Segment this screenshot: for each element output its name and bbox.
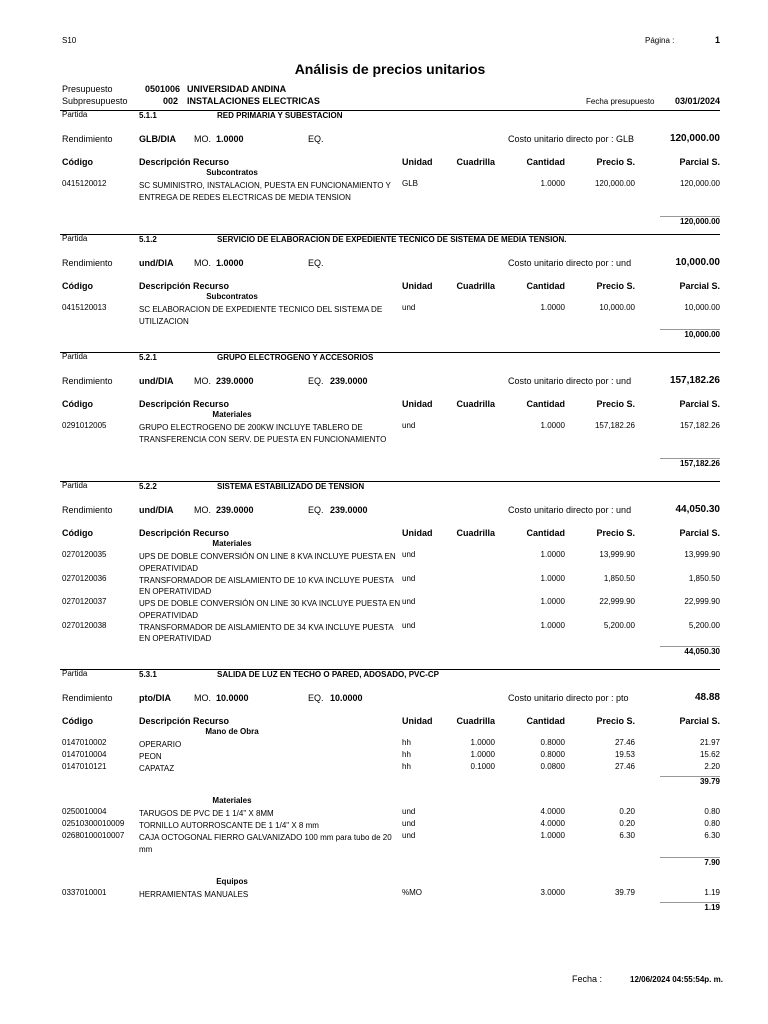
row-code: 02680100010007 <box>62 831 125 840</box>
footer-fecha-label: Fecha : <box>572 974 603 984</box>
row-unit: hh <box>402 750 411 759</box>
row-parcial: 157,182.26 <box>679 421 720 430</box>
row-description: TRANSFORMADOR DE AISLAMIENTO DE 34 KVA INCLUYE PUESTA EN OPERATIVIDAD <box>139 622 394 643</box>
subpresupuesto-code: 002 <box>163 96 179 106</box>
mo-label: MO. <box>194 376 211 386</box>
col-cantidad: Cantidad <box>526 528 565 538</box>
row-unit: und <box>402 597 416 606</box>
row-parcial: 0.80 <box>704 807 720 816</box>
row-precio: 27.46 <box>614 738 635 747</box>
row-cantidad: 1.0000 <box>540 620 565 630</box>
col-cantidad: Cantidad <box>526 157 565 167</box>
costo-unitario-label: Costo unitario directo por : und <box>508 376 632 386</box>
row-code: 02510300010009 <box>62 819 125 828</box>
costo-unitario-value: 157,182.26 <box>669 375 720 386</box>
col-precio: Precio S. <box>596 716 635 726</box>
row-unit: hh <box>402 738 411 747</box>
row-precio: 39.79 <box>614 887 635 897</box>
row-unit: hh <box>402 762 411 771</box>
col-cantidad: Cantidad <box>526 281 565 291</box>
row-precio: 157,182.26 <box>594 421 635 430</box>
row-precio: 13,999.90 <box>599 550 635 559</box>
row-parcial: 120,000.00 <box>679 179 720 188</box>
row-precio: 22,999.90 <box>599 597 635 606</box>
row-cantidad: 1.0000 <box>540 831 565 840</box>
row-unit: und <box>402 573 416 583</box>
partida-name: GRUPO ELECTROGENO Y ACCESORIOS <box>217 353 374 362</box>
eq-value: 10.0000 <box>330 693 363 703</box>
col-codigo: Código <box>62 399 93 409</box>
row-precio: 120,000.00 <box>594 179 635 188</box>
row-parcial: 1.19 <box>704 887 720 897</box>
fecha-presupuesto-value: 03/01/2024 <box>675 96 721 106</box>
col-parcial: Parcial S. <box>679 157 720 167</box>
group-label: Materiales <box>212 539 252 548</box>
row-unit: und <box>402 807 416 816</box>
row-cantidad: 1.0000 <box>540 573 565 583</box>
partida-label: Partida <box>62 110 88 119</box>
row-cantidad: 1.0000 <box>540 303 565 312</box>
row-cantidad: 1.0000 <box>540 550 565 559</box>
row-precio: 1,850.50 <box>603 573 635 583</box>
row-unit: und <box>402 421 416 430</box>
row-description: GRUPO ELECTROGENO DE 200KW INCLUYE TABLERO DE TRANSFERENCIA CON SERV. DE PUESTA EN FUNCIONAMIENTO <box>139 423 387 444</box>
row-code: 0337010001 <box>62 887 107 897</box>
group-label: Subcontratos <box>206 168 258 177</box>
eq-label: EQ. <box>308 258 324 268</box>
col-codigo: Código <box>62 157 93 167</box>
costo-unitario-label: Costo unitario directo por : pto <box>508 693 629 703</box>
partida-top-rule <box>60 481 720 482</box>
col-parcial: Parcial S. <box>679 528 720 538</box>
row-unit: %MO <box>402 887 422 897</box>
row-unit: und <box>402 819 416 828</box>
subpresupuesto-name: INSTALACIONES ELECTRICAS <box>187 96 320 106</box>
costo-unitario-value: 120,000.00 <box>669 133 720 144</box>
partida-label: Partida <box>62 352 88 361</box>
partida-code: 5.3.1 <box>139 670 157 679</box>
group-label: Materiales <box>212 796 252 805</box>
group-subtotal: 120,000.00 <box>679 217 720 226</box>
presupuesto-code: 0501006 <box>145 84 181 94</box>
report-code: S10 <box>62 36 77 45</box>
col-descripcion: Descripción Recurso <box>139 399 230 409</box>
group-subtotal: 1.19 <box>704 902 720 912</box>
row-cantidad: 1.0000 <box>540 597 565 606</box>
group-label: Materiales <box>212 410 252 419</box>
row-cuadrilla: 1.0000 <box>470 738 495 747</box>
costo-unitario-label: Costo unitario directo por : und <box>508 258 632 268</box>
col-unidad: Unidad <box>402 399 433 409</box>
fecha-presupuesto-label: Fecha presupuesto <box>586 97 655 106</box>
row-parcial: 2.20 <box>704 762 720 771</box>
mo-value: 1.0000 <box>216 258 244 268</box>
row-code: 0147010002 <box>62 738 107 747</box>
rendimiento-unit: und/DIA <box>139 505 174 515</box>
subpresupuesto-label: Subpresupuesto <box>62 96 128 106</box>
row-parcial: 0.80 <box>704 819 720 828</box>
row-description: TORNILLO AUTORROSCANTE DE 1 1/4" X 8 mm <box>139 821 319 830</box>
col-descripcion: Descripción Recurso <box>139 528 230 538</box>
group-subtotal: 157,182.26 <box>679 459 720 468</box>
row-unit: und <box>402 831 416 840</box>
eq-label: EQ. <box>308 376 324 386</box>
partida-name: SISTEMA ESTABILIZADO DE TENSION <box>217 482 365 491</box>
row-code: 0147010004 <box>62 750 107 759</box>
partida-label: Partida <box>62 669 88 678</box>
col-unidad: Unidad <box>402 157 433 167</box>
row-description: CAJA OCTOGONAL FIERRO GALVANIZADO 100 mm para tubo de 20 mm <box>139 833 392 854</box>
row-cuadrilla: 0.1000 <box>470 762 495 771</box>
row-precio: 6.30 <box>619 831 635 840</box>
row-description: HERRAMIENTAS MANUALES <box>139 889 249 899</box>
costo-unitario-value: 10,000.00 <box>675 257 720 268</box>
costo-unitario-value: 48.88 <box>694 692 720 703</box>
col-unidad: Unidad <box>402 528 433 538</box>
eq-label: EQ. <box>308 505 324 515</box>
row-description: CAPATAZ <box>139 764 175 773</box>
partida-top-rule <box>60 352 720 353</box>
rendimiento-unit: und/DIA <box>139 376 174 386</box>
rendimiento-unit: GLB/DIA <box>139 134 176 144</box>
group-label: Subcontratos <box>206 292 258 301</box>
eq-value: 239.0000 <box>330 376 368 386</box>
group-label: Mano de Obra <box>205 727 259 736</box>
col-codigo: Código <box>62 281 93 291</box>
row-precio: 0.20 <box>619 819 635 828</box>
partida-code: 5.2.1 <box>139 353 157 362</box>
costo-unitario-label: Costo unitario directo por : und <box>508 505 632 515</box>
row-cantidad: 1.0000 <box>540 421 565 430</box>
row-unit: GLB <box>402 179 419 188</box>
col-parcial: Parcial S. <box>679 716 720 726</box>
partida-code: 5.1.2 <box>139 235 157 244</box>
row-description: UPS DE DOBLE CONVERSIÓN ON LINE 30 KVA INCLUYE PUESTA EN OPERATIVIDAD <box>139 599 401 620</box>
col-cuadrilla: Cuadrilla <box>456 281 495 291</box>
presupuesto-name: UNIVERSIDAD ANDINA <box>187 84 287 94</box>
col-cantidad: Cantidad <box>526 716 565 726</box>
eq-value: 239.0000 <box>330 505 368 515</box>
col-cuadrilla: Cuadrilla <box>456 528 495 538</box>
row-code: 0270120038 <box>62 620 107 630</box>
rendimiento-unit: pto/DIA <box>139 693 171 703</box>
row-description: SC ELABORACION DE EXPEDIENTE TECNICO DEL SISTEMA DE UTILIZACION <box>139 305 383 326</box>
row-cuadrilla: 1.0000 <box>470 750 495 759</box>
row-cantidad: 4.0000 <box>540 819 565 828</box>
row-unit: und <box>402 303 416 312</box>
row-parcial: 21.97 <box>699 738 720 747</box>
col-precio: Precio S. <box>596 157 635 167</box>
row-code: 0270120035 <box>62 550 107 559</box>
row-code: 0147010121 <box>62 762 107 771</box>
rendimiento-unit: und/DIA <box>139 258 174 268</box>
mo-value: 10.0000 <box>216 693 249 703</box>
footer-fecha-value: 12/06/2024 04:55:54p. m. <box>630 975 723 984</box>
rendimiento-label: Rendimiento <box>62 134 113 144</box>
row-precio: 0.20 <box>619 807 635 816</box>
rendimiento-label: Rendimiento <box>62 693 113 703</box>
row-parcial: 15.62 <box>699 750 720 759</box>
col-cuadrilla: Cuadrilla <box>456 157 495 167</box>
row-cantidad: 3.0000 <box>540 887 565 897</box>
row-cantidad: 0.8000 <box>540 738 565 747</box>
row-parcial: 10,000.00 <box>684 303 720 312</box>
col-codigo: Código <box>62 716 93 726</box>
mo-label: MO. <box>194 134 211 144</box>
row-code: 0415120013 <box>62 303 107 312</box>
row-parcial: 1,850.50 <box>688 573 720 583</box>
row-code: 0415120012 <box>62 179 107 188</box>
row-description: PEON <box>139 752 162 761</box>
group-label: Equipos <box>216 876 248 886</box>
rendimiento-label: Rendimiento <box>62 376 113 386</box>
partida-top-rule <box>60 110 720 111</box>
group-subtotal: 10,000.00 <box>684 329 720 339</box>
eq-label: EQ. <box>308 693 324 703</box>
col-cuadrilla: Cuadrilla <box>456 399 495 409</box>
group-subtotal: 39.79 <box>699 777 720 786</box>
page-number: 1 <box>715 35 721 45</box>
row-precio: 19.53 <box>614 750 635 759</box>
col-cuadrilla: Cuadrilla <box>456 716 495 726</box>
partida-name: RED PRIMARIA Y SUBESTACION <box>217 111 343 120</box>
partida-label: Partida <box>62 234 88 243</box>
costo-unitario-label: Costo unitario directo por : GLB <box>508 134 635 144</box>
partida-name: SERVICIO DE ELABORACION DE EXPEDIENTE TECNICO DE SISTEMA DE MEDIA TENSION. <box>217 235 567 244</box>
col-precio: Precio S. <box>596 528 635 538</box>
row-code: 0270120037 <box>62 597 107 606</box>
mo-value: 239.0000 <box>216 505 254 515</box>
mo-label: MO. <box>194 505 211 515</box>
mo-value: 239.0000 <box>216 376 254 386</box>
row-precio: 10,000.00 <box>599 303 635 312</box>
row-description: TRANSFORMADOR DE AISLAMIENTO DE 10 KVA INCLUYE PUESTA EN OPERATIVIDAD <box>139 575 394 596</box>
row-parcial: 22,999.90 <box>684 597 720 606</box>
partida-name: SALIDA DE LUZ EN TECHO O PARED, ADOSADO, PVC-CP <box>217 670 439 679</box>
col-unidad: Unidad <box>402 281 433 291</box>
page-label: Página : <box>645 36 675 45</box>
col-precio: Precio S. <box>596 281 635 291</box>
row-cantidad: 0.8000 <box>540 750 565 759</box>
mo-label: MO. <box>194 693 211 703</box>
col-precio: Precio S. <box>596 399 635 409</box>
row-unit: und <box>402 550 416 559</box>
mo-label: MO. <box>194 258 211 268</box>
eq-label: EQ. <box>308 134 324 144</box>
row-code: 0270120036 <box>62 573 107 583</box>
row-description: SC SUMINISTRO, INSTALACION, PUESTA EN FUNCIONAMIENTO Y ENTREGA DE REDES ELECTRICAS DE MEDIA TENSION <box>139 181 391 202</box>
partida-code: 5.2.2 <box>139 482 157 491</box>
partida-code: 5.1.1 <box>139 111 157 120</box>
col-codigo: Código <box>62 528 93 538</box>
col-descripcion: Descripción Recurso <box>139 157 230 167</box>
row-description: UPS DE DOBLE CONVERSIÓN ON LINE 8 KVA INCLUYE PUESTA EN OPERATIVIDAD <box>139 552 396 573</box>
group-subtotal: 7.90 <box>704 857 720 867</box>
presupuesto-label: Presupuesto <box>62 84 113 94</box>
mo-value: 1.0000 <box>216 134 244 144</box>
col-parcial: Parcial S. <box>679 399 720 409</box>
col-unidad: Unidad <box>402 716 433 726</box>
row-cantidad: 1.0000 <box>540 179 565 188</box>
costo-unitario-value: 44,050.30 <box>675 504 720 515</box>
row-parcial: 5,200.00 <box>688 620 720 630</box>
col-cantidad: Cantidad <box>526 399 565 409</box>
rendimiento-label: Rendimiento <box>62 505 113 515</box>
row-precio: 5,200.00 <box>603 620 635 630</box>
col-descripcion: Descripción Recurso <box>139 281 230 291</box>
row-parcial: 13,999.90 <box>684 550 720 559</box>
page-title: Análisis de precios unitarios <box>294 61 486 77</box>
row-precio: 27.46 <box>614 762 635 771</box>
row-cantidad: 4.0000 <box>540 807 565 816</box>
row-unit: und <box>402 620 416 630</box>
row-code: 0291012005 <box>62 421 107 430</box>
row-parcial: 6.30 <box>704 831 720 840</box>
row-description: TARUGOS DE PVC DE 1 1/4" X 8MM <box>139 809 274 818</box>
row-description: OPERARIO <box>139 740 182 749</box>
rendimiento-label: Rendimiento <box>62 258 113 268</box>
group-subtotal: 44,050.30 <box>684 647 720 656</box>
col-descripcion: Descripción Recurso <box>139 716 230 726</box>
row-code: 0250010004 <box>62 807 107 816</box>
col-parcial: Parcial S. <box>679 281 720 291</box>
row-cantidad: 0.0800 <box>540 762 565 771</box>
partida-label: Partida <box>62 481 88 490</box>
